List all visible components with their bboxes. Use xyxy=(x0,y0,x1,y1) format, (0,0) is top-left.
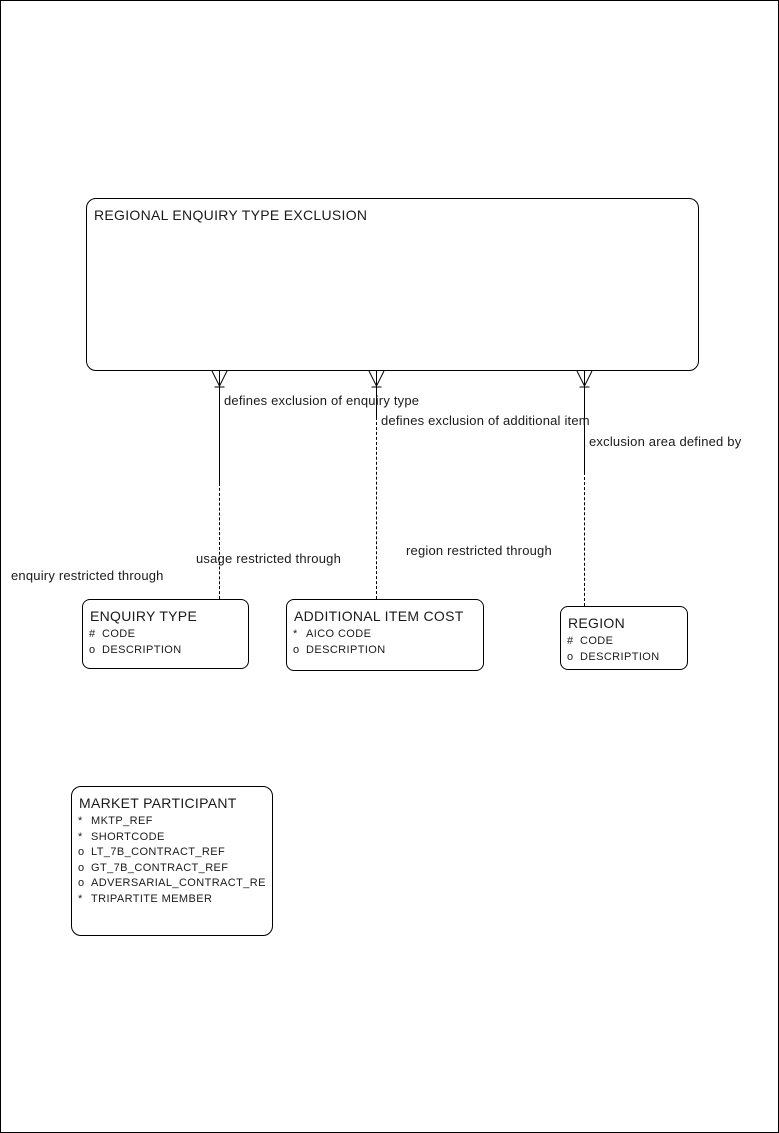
entity-attribute xyxy=(561,650,687,666)
entity-attribute xyxy=(72,814,272,830)
entity-additional-item-cost[interactable] xyxy=(286,599,484,671)
entity-attribute xyxy=(287,627,483,643)
entity-regional-enquiry-type-exclusion[interactable] xyxy=(86,198,699,371)
crows-foot-icon xyxy=(576,370,593,390)
attribute-prefix: * xyxy=(78,830,83,843)
entity-title: MARKET PARTICIPANT xyxy=(79,795,237,811)
attribute-name: MKTP_REF xyxy=(91,815,153,827)
entity-attribute xyxy=(72,861,272,877)
crows-foot-icon xyxy=(368,370,385,390)
relationship-label-defines-exclusion-of-additional-item: defines exclusion of additional item xyxy=(381,413,590,428)
attribute-prefix: o xyxy=(78,877,85,889)
entity-attribute xyxy=(287,643,483,659)
relationship-label-exclusion-area-defined-by: exclusion area defined by xyxy=(589,434,742,449)
entity-title: ADDITIONAL ITEM COST xyxy=(294,608,464,624)
attribute-name: GT_7B_CONTRACT_REF xyxy=(91,861,229,874)
attribute-name: SHORTCODE xyxy=(91,830,165,843)
relationship-line-enquiry-type-dashed[interactable] xyxy=(219,483,220,599)
entity-attribute xyxy=(72,830,272,846)
attribute-name: LT_7B_CONTRACT_REF xyxy=(91,846,226,858)
attribute-name: DESCRIPTION xyxy=(580,650,660,663)
crows-foot-icon xyxy=(211,370,228,390)
relationship-label-enquiry-restricted-through: enquiry restricted through xyxy=(11,568,164,583)
entity-attribute xyxy=(561,634,687,650)
entity-market-participant[interactable] xyxy=(71,786,273,936)
entity-attribute xyxy=(83,643,248,659)
entity-attribute xyxy=(83,627,248,643)
relationship-line-region-dashed[interactable] xyxy=(584,472,585,606)
attribute-name: AICO CODE xyxy=(306,628,372,640)
relationship-label-usage-restricted-through: usage restricted through xyxy=(196,551,341,566)
attribute-name: TRIPARTITE MEMBER xyxy=(91,892,213,905)
attribute-prefix: * xyxy=(293,628,298,640)
entity-attribute xyxy=(72,876,272,892)
attribute-prefix: * xyxy=(78,815,83,827)
attribute-prefix: # xyxy=(567,635,574,647)
entity-title: ENQUIRY TYPE xyxy=(90,608,198,624)
attribute-name: CODE xyxy=(580,635,614,647)
relationship-label-region-restricted-through: region restricted through xyxy=(406,543,552,558)
attribute-prefix: o xyxy=(567,650,574,663)
attribute-prefix: o xyxy=(78,846,85,858)
entity-region[interactable] xyxy=(560,606,688,670)
attribute-name: DESCRIPTION xyxy=(306,643,386,656)
attribute-prefix: o xyxy=(293,643,300,656)
entity-title: REGION xyxy=(568,615,626,631)
attribute-prefix: o xyxy=(78,861,85,874)
entity-title: REGIONAL ENQUIRY TYPE EXCLUSION xyxy=(94,207,368,223)
attribute-name: ADVERSARIAL_CONTRACT_RE xyxy=(91,877,266,889)
attribute-prefix: * xyxy=(78,892,83,905)
relationship-label-defines-exclusion-of-enquiry-type: defines exclusion of enquiry type xyxy=(224,393,420,408)
entity-enquiry-type[interactable] xyxy=(82,599,249,669)
attribute-prefix: o xyxy=(89,643,96,656)
attribute-name: DESCRIPTION xyxy=(102,643,182,656)
attribute-name: CODE xyxy=(102,628,136,640)
entity-attribute xyxy=(72,845,272,861)
attribute-prefix: # xyxy=(89,628,96,640)
relationship-line-additional-item-dashed[interactable] xyxy=(376,417,377,599)
entity-attribute xyxy=(72,892,272,908)
